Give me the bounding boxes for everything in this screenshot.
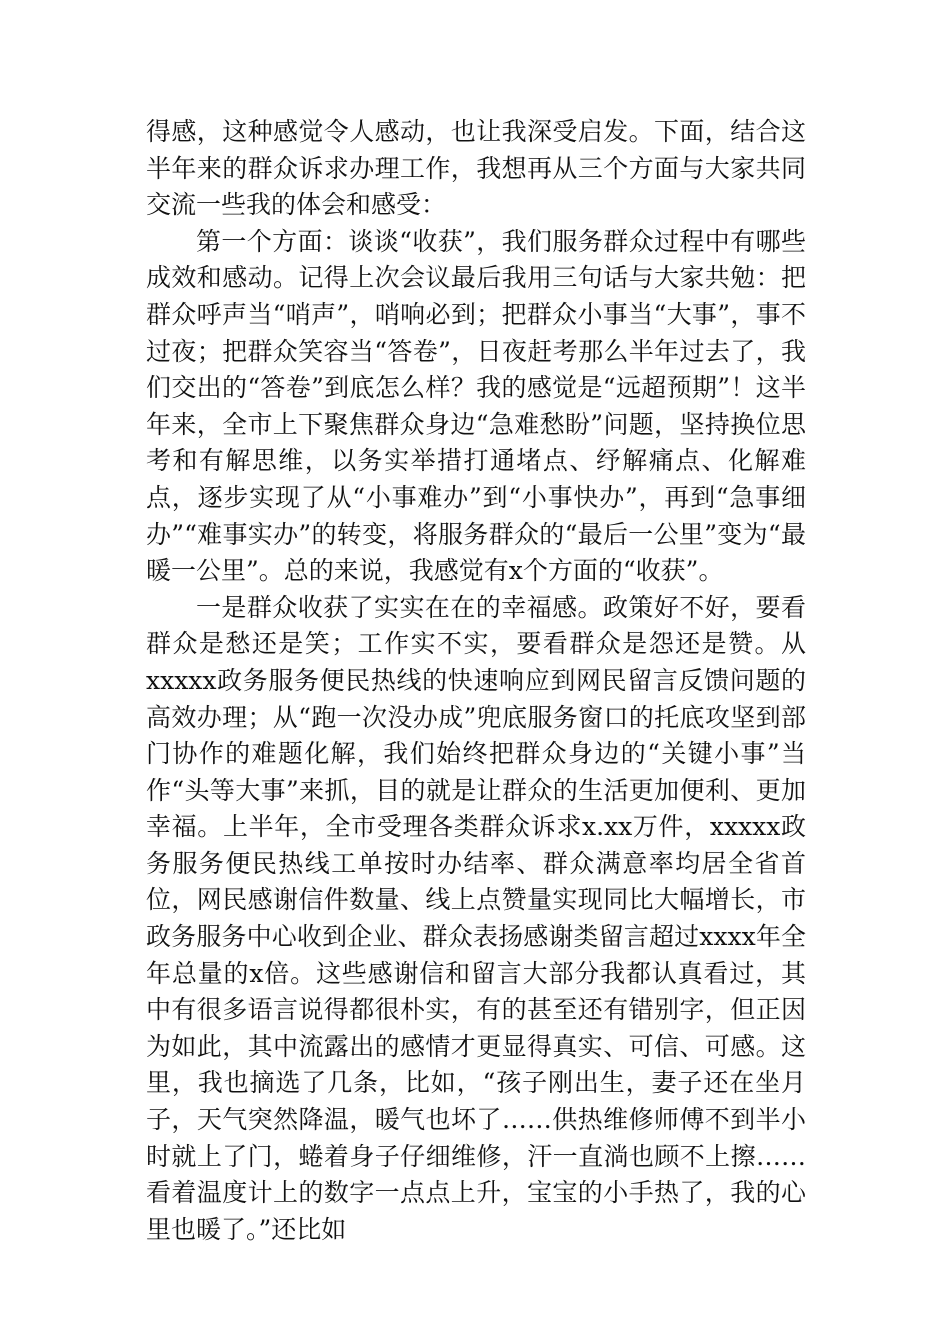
paragraph-happiness: 一是群众收获了实实在在的幸福感。政策好不好，要看群众是愁还是笑；工作实不实，要看群众是怨还是赞。从xxxxx政务服务便民热线的快速响应到网民留言反馈问题的高效办理；从“跑一次没办成”兜底服务窗口的托底攻坚到部门协作的难题化解，我们始终把群众身边的“关键小事”当作“头等大事”来抓，目的就是让群众的生活更加便利、更加幸福。上半年，全市受理各类群众诉求x.xx万件，xxxxx政务服务便民热线工单按时办结率、群众满意率均居全省首位，网民感谢信件数量、线上点赞量实现同比大幅增长，市政务服务中心收到企业、群众表扬感谢类留言超过xxxx年全年总量的x倍。这些感谢信和留言大部分我都认真看过，其中有很多语言说得都很朴实，有的甚至还有错别字，但正因为如此，其中流露出的感情才更显得真实、可信、可感。这里，我也摘选了几条，比如，“孩子刚出生，妻子还在坐月子，天气突然降温，暖气也坏了……供热维修师傅不到半小时就上了门，蜷着身子仔细维修，汗一直淌也顾不上擦……看着温度计上的数字一点点上升，宝宝的小手热了，我的心里也暖了。”还比如 <box>146 592 806 1244</box>
document-body <box>146 114 806 1248</box>
paragraph-intro: 得感，这种感觉令人感动，也让我深受启发。下面，结合这半年来的群众诉求办理工作，我想再从三个方面与大家共同交流一些我的体会和感受： <box>146 117 806 220</box>
paragraph-first-aspect: 第一个方面：谈谈“收获”，我们服务群众过程中有哪些成效和感动。记得上次会议最后我用三句话与大家共勉：把群众呼声当“哨声”，哨响必到；把群众小事当“大事”，事不过夜；把群众笑容当“答卷”，日夜赶考那么半年过去了，我们交出的“答卷”到底怎么样？我的感觉是“远超预期”！这半年来，全市上下聚焦群众身边“急难愁盼”问题，坚持换位思考和有解思维，以务实举措打通堵点、纾解痛点、化解难点，逐步实现了从“小事难办”到“小事快办”，再到“急事细办”“难事实办”的转变，将服务群众的“最后一公里”变为“最暖一公里”。总的来说，我感觉有x个方面的“收获”。 <box>146 226 806 586</box>
